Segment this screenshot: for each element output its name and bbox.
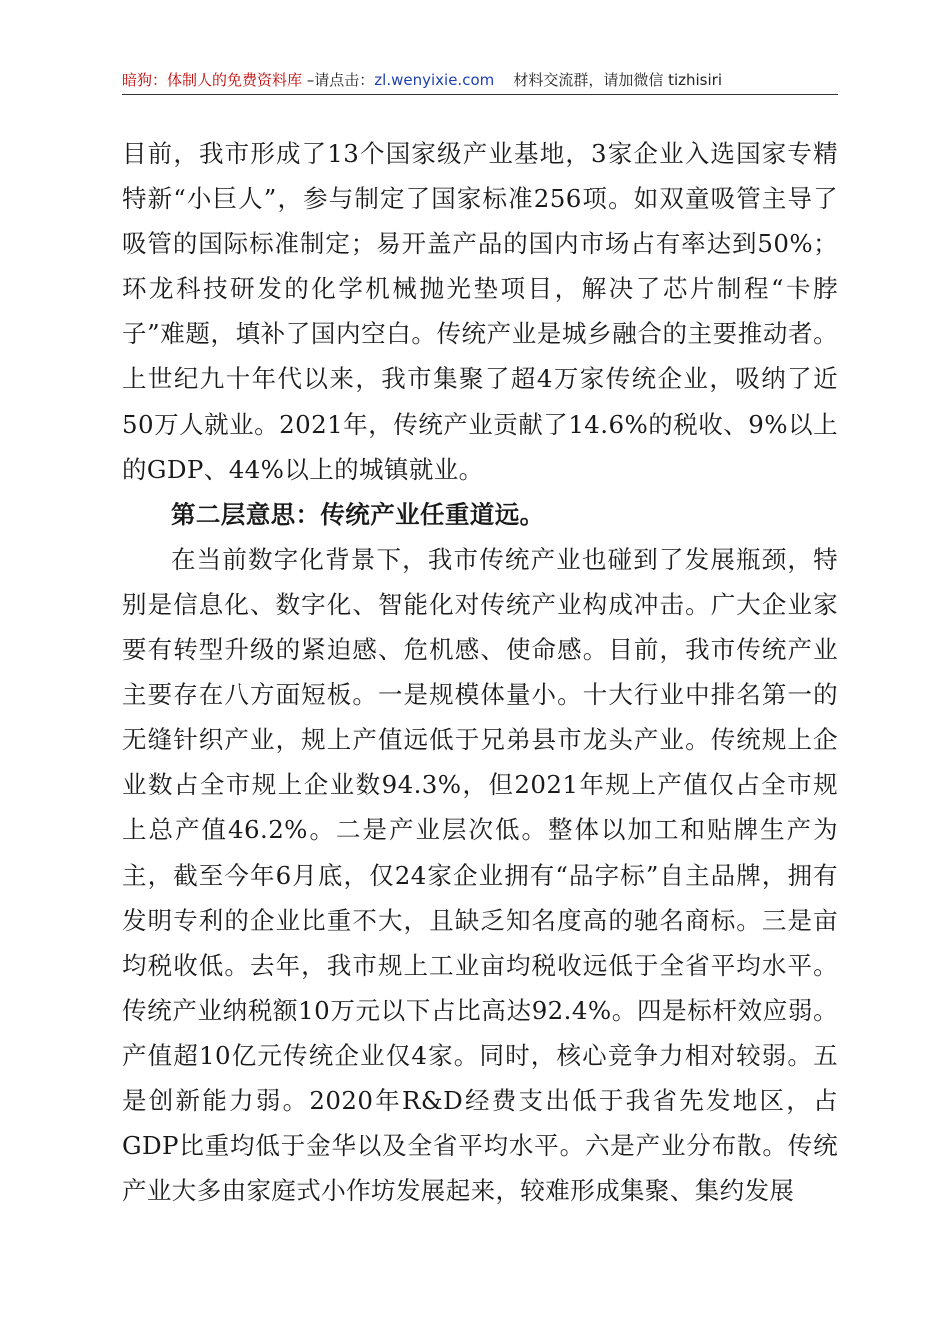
header-group-text: 材料交流群，请加微信 tizhisiri — [513, 71, 722, 89]
header-site-name: 暗狗：体制人的免费资料库 — [122, 71, 303, 89]
paragraph-1: 目前，我市形成了13个国家级产业基地，3家企业入选国家专精特新“小巨人”，参与制定了国家标准256项。如双童吸管主导了吸管的国际标准制定；易开盖产品的国内市场占有率达到50%；环龙科技研发的化学机械抛光垫项目，解决了芯片制程“卡脖子”难题，填补了国内空白。传统产业是城乡融合的主要推动者。上世纪九十年代以来，我市集聚了超4万家传统企业，吸纳了近50万人就业。2021年，传统产业贡献了14.6%的税收、9%以上的GDP、44%以上的城镇就业。 — [122, 139, 838, 484]
paragraph-2: 在当前数字化背景下，我市传统产业也碰到了发展瓶颈，特别是信息化、数字化、智能化对传统产业构成冲击。广大企业家要有转型升级的紧迫感、危机感、使命感。目前，我市传统产业主要存在八方面短板。一是规模体量小。十大行业中排名第一的无缝针织产业，规上产值远低于兄弟县市龙头产业。传统规上企业数占全市规上企业数94.3%，但2021年规上产值仅占全市规上总产值46.2%。二是产业层次低。整体以加工和贴牌生产为主，截至今年6月底，仅24家企业拥有“品字标”自主品牌，拥有发明专利的企业比重不大，且缺乏知名度高的驰名商标。三是亩均税收低。去年，我市规上工业亩均税收远低于全省平均水平。传统产业纳税额10万元以下占比高达92.4%。四是标杆效应弱。产值超10亿元传统企业仅4家。同时，核心竞争力相对较弱。五是创新能力弱。2020年R&D经费支出低于我省先发地区，占GDP比重均低于金华以及全省平均水平。六是产业分布散。传统产业大多由家庭式小作坊发展起来，较难形成集聚、集约发展 — [122, 544, 838, 1206]
header-click-prompt: –请点击： — [302, 71, 375, 89]
document-body — [122, 131, 838, 1213]
section-heading-2: 第二层意思：传统产业任重道远。 — [171, 499, 545, 529]
header-url-link[interactable]: zl.wenyixie.com — [374, 71, 495, 89]
page-header — [122, 70, 838, 95]
